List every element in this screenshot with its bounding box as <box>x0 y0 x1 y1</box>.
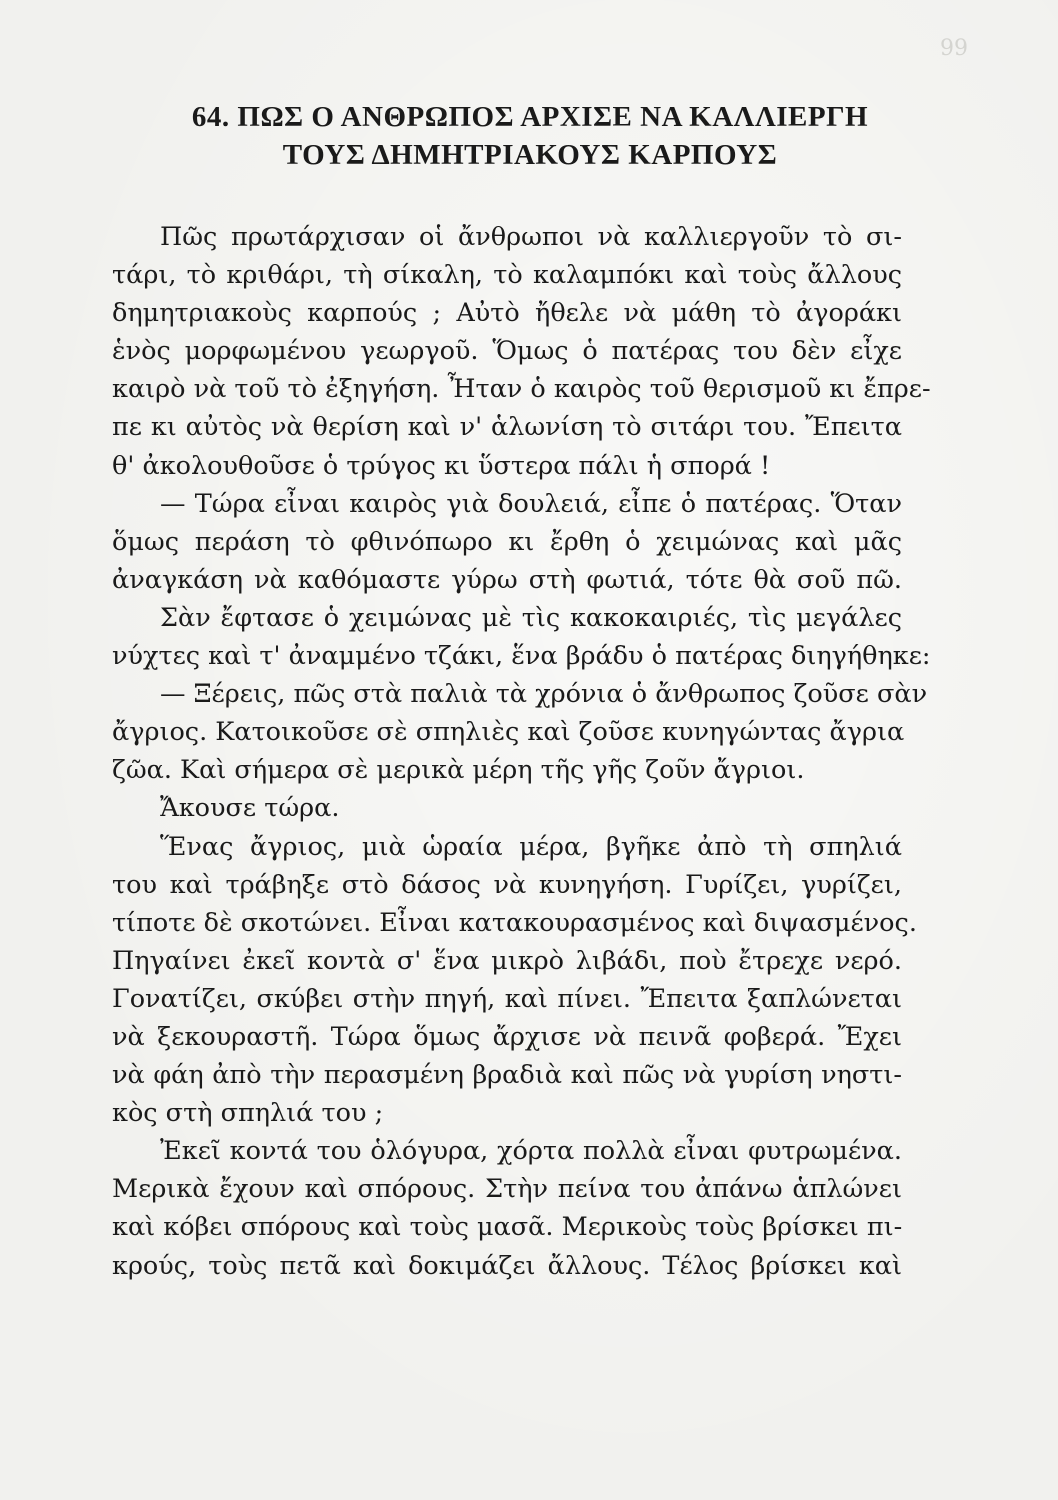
text-line: κρούς, τοὺς πετᾶ καὶ δοκιμάζει ἄλλους. Τέλος βρίσκει καὶ <box>112 1250 902 1281</box>
text-line: του καὶ τράβηξε στὸ δάσος νὰ κυνηγήση. Γυρίζει, γυρίζει, <box>112 869 902 900</box>
text-line: ὅμως περάση τὸ φθινόπωρο κι ἔρθη ὁ χειμώνας καὶ μᾶς <box>112 526 902 557</box>
text-line: — Τώρα εἶναι καιρὸς γιὰ δουλειά, εἶπε ὁ πατέρας. Ὅταν <box>160 488 902 519</box>
text-line: τίποτε δὲ σκοτώνει. Εἶναι κατακουρασμένος καὶ διψασμένος. <box>112 907 917 938</box>
text-line: Ἕνας ἄγριος, μιὰ ὡραία μέρα, βγῆκε ἀπὸ τὴ σπηλιά <box>160 831 902 862</box>
text-line: καιρὸ νὰ τοῦ τὸ ἐξηγήση. Ἦταν ὁ καιρὸς τοῦ θερισμοῦ κι ἔπρε- <box>112 374 931 405</box>
text-line: ἄγριος. Κατοικοῦσε σὲ σπηλιὲς καὶ ζοῦσε κυνηγώντας ἄγρια <box>112 717 905 748</box>
text-line: νὰ ξεκουραστῆ. Τώρα ὅμως ἄρχισε νὰ πεινᾶ φοβερά. Ἔχει <box>112 1021 902 1052</box>
page-number: 99 <box>940 36 968 61</box>
text-line: πε κι αὐτὸς νὰ θερίση καὶ ν' ἁλωνίση τὸ σιτάρι του. Ἔπειτα <box>112 412 902 443</box>
text-line: κὸς στὴ σπηλιά του ; <box>112 1098 384 1129</box>
text-line: ἀναγκάση νὰ καθόμαστε γύρω στὴ φωτιά, τότε θὰ σοῦ πῶ. <box>112 564 902 595</box>
text-line: ἑνὸς μορφωμένου γεωργοῦ. Ὅμως ὁ πατέρας του δὲν εἶχε <box>112 336 902 367</box>
chapter-heading-line-2: ΤΟΥΣ ΔΗΜΗΤΡΙΑΚΟΥΣ ΚΑΡΠΟΥΣ <box>282 139 778 171</box>
text-line: Πηγαίνει ἐκεῖ κοντὰ σ' ἕνα μικρὸ λιβάδι, ποὺ ἔτρεχε νερό. <box>112 945 902 976</box>
text-line: νὰ φάη ἀπὸ τὴν περασμένη βραδιὰ καὶ πῶς νὰ γυρίση νηστι- <box>112 1060 902 1091</box>
text-line: δημητριακοὺς καρπούς ; Αὐτὸ ἤθελε νὰ μάθη τὸ ἀγοράκι <box>112 298 902 329</box>
text-line: τάρι, τὸ κριθάρι, τὴ σίκαλη, τὸ καλαμπόκι καὶ τοὺς ἄλλους <box>112 260 902 291</box>
body-text <box>112 218 931 1285</box>
text-line: Μερικὰ ἔχουν καὶ σπόρους. Στὴν πείνα του ἀπάνω ἁπλώνει <box>112 1174 902 1205</box>
chapter-heading-line-1: 64. ΠΩΣ Ο ΑΝΘΡΩΠΟΣ ΑΡΧΙΣΕ ΝΑ ΚΑΛΛΙΕΡΓΗ <box>191 101 869 133</box>
text-line: Πῶς πρωτάρχισαν οἱ ἄνθρωποι νὰ καλλιεργοῦν τὸ σι- <box>160 222 902 252</box>
text-line: Ἄκουσε τώρα. <box>160 793 340 824</box>
chapter-heading <box>60 98 1000 174</box>
text-line: θ' ἀκολουθοῦσε ὁ τρύγος κι ὕστερα πάλι ἡ σπορά ! <box>112 450 771 481</box>
text-line: Γονατίζει, σκύβει στὴν πηγή, καὶ πίνει. Ἔπειτα ξαπλώνεται <box>112 983 902 1014</box>
text-line: καὶ κόβει σπόρους καὶ τοὺς μασᾶ. Μερικοὺς τοὺς βρίσκει πι- <box>112 1212 903 1243</box>
text-line: — Ξέρεις, πῶς στὰ παλιὰ τὰ χρόνια ὁ ἄνθρωπος ζοῦσε σὰν <box>160 679 928 710</box>
text-line: ζῶα. Καὶ σήμερα σὲ μερικὰ μέρη τῆς γῆς ζοῦν ἄγριοι. <box>112 755 805 786</box>
text-line: Σὰν ἔφτασε ὁ χειμώνας μὲ τὶς κακοκαιριές, τὶς μεγάλες <box>160 602 902 633</box>
text-line: νύχτες καὶ τ' ἀναμμένο τζάκι, ἕνα βράδυ ὁ πατέρας διηγήθηκε: <box>112 641 931 672</box>
text-line: Ἐκεῖ κοντά του ὁλόγυρα, χόρτα πολλὰ εἶναι φυτρωμένα. <box>160 1136 902 1167</box>
